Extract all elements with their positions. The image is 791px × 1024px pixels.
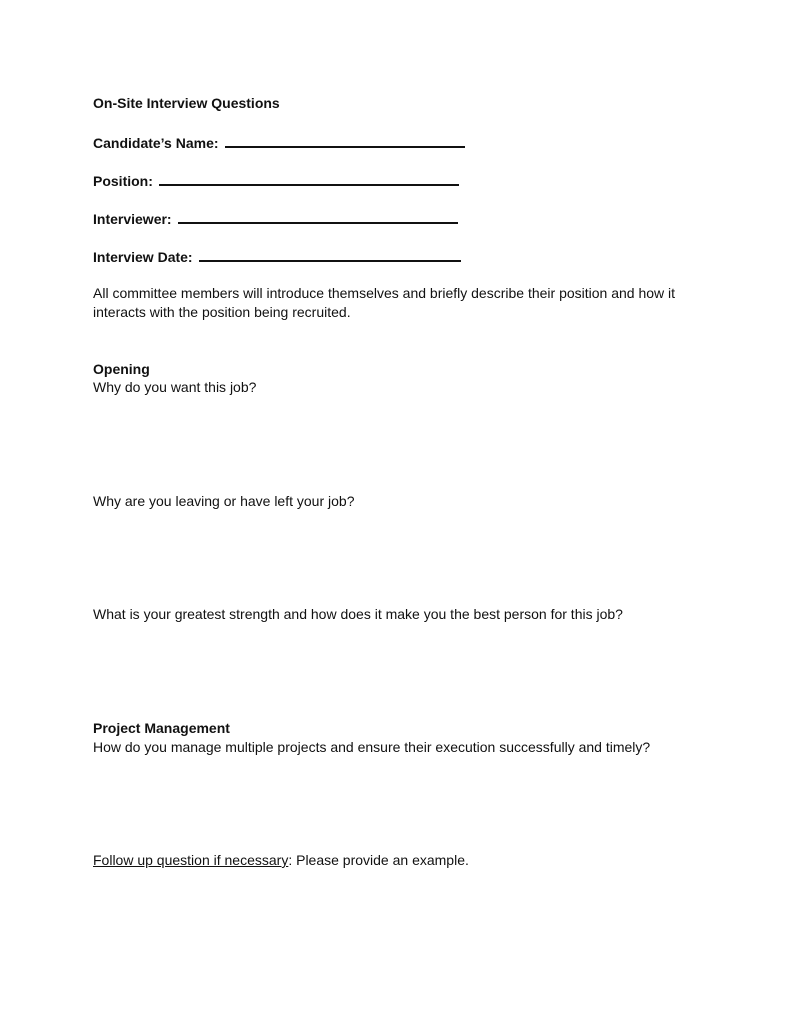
- question-3: What is your greatest strength and how does it make you the best person for this job?: [93, 606, 623, 622]
- section-heading-project-management: Project Management: [93, 720, 230, 736]
- interview-date-field: [93, 246, 461, 266]
- interviewer-field: [93, 208, 458, 228]
- candidate-name-blank: [225, 132, 465, 148]
- interviewer-blank: [178, 208, 458, 224]
- question-4: How do you manage multiple projects and ensure their execution successfully and timely?: [93, 739, 651, 755]
- follow-up-text: : Please provide an example.: [288, 852, 469, 868]
- follow-up-question: [93, 851, 469, 869]
- intro-paragraph: All committee members will introduce themselves and briefly describe their position and how it interacts with the position being recruited.: [93, 285, 676, 320]
- position-label: Position:: [93, 173, 153, 189]
- candidate-name-field: [93, 132, 465, 152]
- position-field: [93, 170, 459, 190]
- interview-date-label: Interview Date:: [93, 249, 193, 265]
- question-1: Why do you want this job?: [93, 379, 257, 395]
- interview-date-blank: [199, 246, 461, 262]
- section-heading-opening: Opening: [93, 361, 150, 377]
- question-2: Why are you leaving or have left your job?: [93, 493, 355, 509]
- interviewer-label: Interviewer:: [93, 211, 172, 227]
- document-title: On-Site Interview Questions: [93, 95, 280, 111]
- candidate-name-label: Candidate’s Name:: [93, 135, 219, 151]
- position-blank: [159, 170, 459, 186]
- follow-up-label: Follow up question if necessary: [93, 852, 289, 868]
